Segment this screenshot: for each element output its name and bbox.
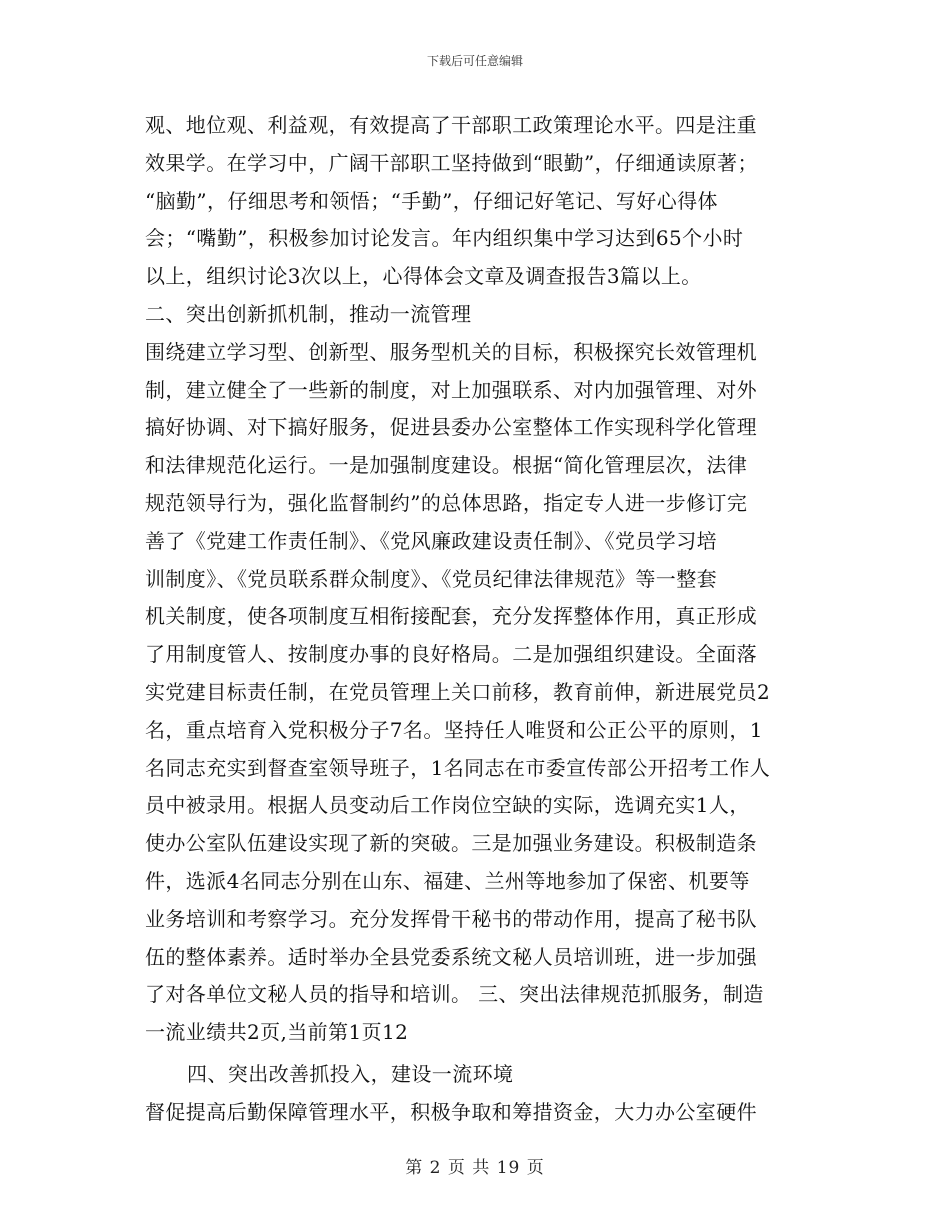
text-line: 实党建目标责任制，在党员管理上关口前移，教育前伸，新进展党员2 bbox=[145, 679, 771, 704]
text-line: 搞好协调、对下搞好服务，促进县委办公室整体工作实现科学化管理 bbox=[145, 415, 757, 440]
text-line: 员中被录用。根据人员变动后工作岗位空缺的实际，选调充实1人， bbox=[145, 793, 750, 818]
page-footer: 第 2 页 共 19 页 bbox=[405, 1158, 545, 1178]
text-line: 名同志充实到督查室领导班子，1名同志在市委宣传部公开招考工作人 bbox=[145, 755, 771, 780]
text-line: 会；“嘴勤”，积极参加讨论发言。年内组织集中学习达到65个小时 bbox=[145, 226, 744, 251]
page-header: 下载后可任意编辑 bbox=[426, 54, 523, 68]
text-line: 名，重点培育入党积极分子7名。坚持任人唯贤和公正公平的原则，1 bbox=[145, 717, 763, 742]
section-heading: 二、突出创新抓机制，推动一流管理 bbox=[145, 301, 472, 326]
text-line: “脑勤”，仔细思考和领悟；“手勤”，仔细记好笔记、写好心得体 bbox=[145, 188, 718, 213]
text-line: 件，选派4名同志分别在山东、福建、兰州等地参加了保密、机要等 bbox=[145, 868, 750, 893]
text-line: 效果学。在学习中，广阔干部职工坚持做到“眼勤”，仔细通读原著； bbox=[145, 150, 758, 175]
text-line: 制，建立健全了一些新的制度，对上加强联系、对内加强管理、对外 bbox=[145, 377, 757, 402]
text-line: 和法律规范化运行。一是加强制度建设。根据“简化管理层次，法律 bbox=[145, 453, 748, 478]
text-line: 观、地位观、利益观，有效提高了干部职工政策理论水平。四是注重 bbox=[145, 113, 757, 137]
text-line: 善了《党建工作责任制》、《党风廉政建设责任制》、《党员学习培 bbox=[145, 528, 717, 553]
text-line: 业务培训和考察学习。充分发挥骨干秘书的带动作用，提高了秘书队 bbox=[145, 906, 757, 931]
text-line: 伍的整体素养。适时举办全县党委系统文秘人员培训班，进一步加强 bbox=[145, 944, 757, 969]
text-line: 督促提高后勤保障管理水平，积极争取和筹措资金，大力办公室硬件 bbox=[145, 1099, 757, 1124]
text-line: 训制度》、《党员联系群众制度》、《党员纪律法律规范》等一整套 bbox=[145, 566, 717, 591]
text-line: 机关制度，使各项制度互相衔接配套，充分发挥整体作用，真正形成 bbox=[145, 604, 757, 629]
text-line: 了用制度管人、按制度办事的良好格局。二是加强组织建设。全面落 bbox=[145, 642, 757, 667]
text-line: 以上，组织讨论3次以上，心得体会文章及调查报告3篇以上。 bbox=[145, 264, 702, 289]
text-line: 一流业绩共2页,当前第1页12 bbox=[145, 1020, 409, 1045]
text-line: 使办公室队伍建设实现了新的突破。三是加强业务建设。积极制造条 bbox=[145, 831, 757, 856]
section-heading-four: 四、突出改善抓投入，建设一流环境 bbox=[187, 1061, 514, 1086]
text-line: 了对各单位文秘人员的指导和培训。 三、突出法律规范抓服务，制造 bbox=[145, 982, 764, 1007]
text-line: 规范领导行为，强化监督制约”的总体思路，指定专人进一步修订完 bbox=[145, 490, 748, 515]
document-body bbox=[145, 107, 810, 1132]
text-line: 围绕建立学习型、创新型、服务型机关的目标，积极探究长效管理机 bbox=[145, 339, 757, 364]
